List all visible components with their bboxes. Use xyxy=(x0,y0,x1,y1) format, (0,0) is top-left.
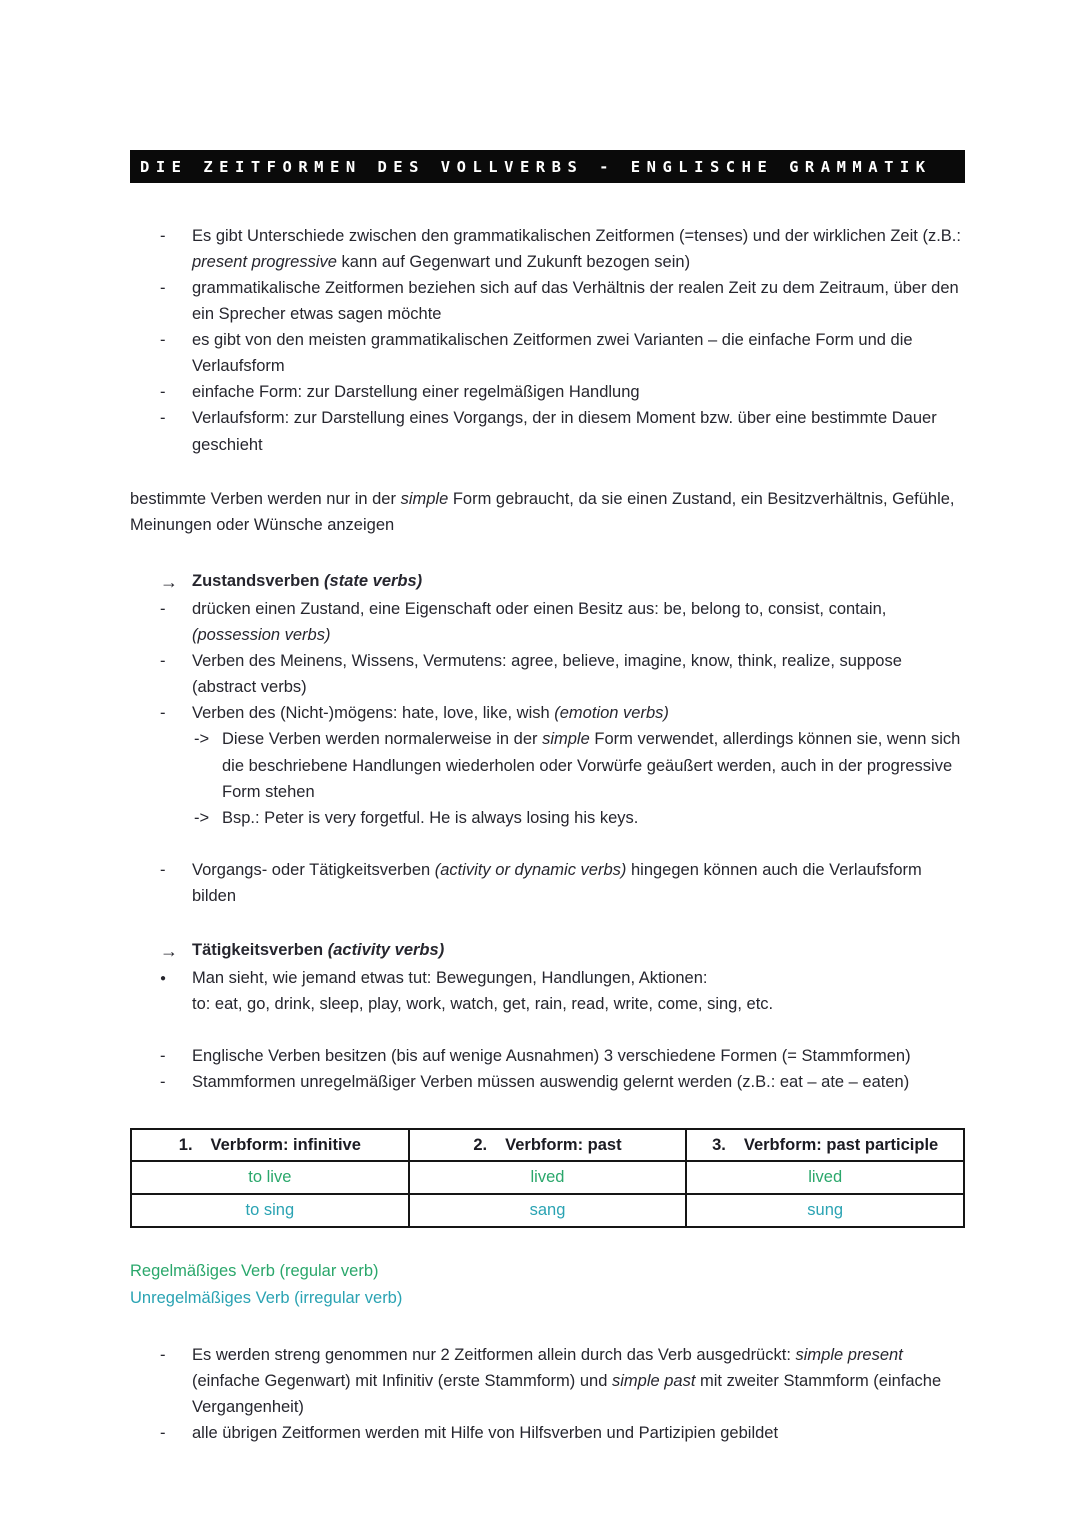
dash-marker: - xyxy=(160,331,166,350)
table-cell: sung xyxy=(686,1194,964,1227)
dash-marker: - xyxy=(160,383,166,402)
list-item-text: Stammformen unregelmäßiger Verben müssen auswendig gelernt werden (z.B.: eat – ate – eaten) xyxy=(192,1073,910,1092)
color-legend xyxy=(130,1258,965,1312)
list-item xyxy=(130,223,965,275)
dash-marker: - xyxy=(160,279,166,298)
list-item-text: einfache Form: zur Darstellung einer regelmäßigen Handlung xyxy=(192,383,640,402)
column-label: Verbform: infinitive xyxy=(210,1135,361,1154)
state-verbs-section xyxy=(130,568,965,909)
sub-list-item-text: Diese Verben werden normalerweise in der simple Form verwendet, allerdings können sie, wenn sich die beschriebene Handlungen wiederholen oder Vorwürfe geäußert werden, auch in der progressive Form stehen xyxy=(222,730,961,801)
bullet-item xyxy=(130,965,965,1017)
column-number: 2. xyxy=(473,1135,488,1154)
dash-marker: - xyxy=(160,704,166,723)
table-header-row xyxy=(131,1129,964,1162)
table-cell: to live xyxy=(131,1161,409,1194)
list-item-text: Verlaufsform: zur Darstellung eines Vorgangs, der in diesem Moment bzw. über eine bestimmte Dauer geschieht xyxy=(192,409,937,454)
list-item-text: grammatikalische Zeitformen beziehen sich auf das Verhältnis der realen Zeit zu dem Zeitraum, über den ein Sprecher etwas sagen möchte xyxy=(192,279,959,324)
dash-marker: - xyxy=(160,652,166,671)
list-item-text: Verben des (Nicht-)mögens: hate, love, like, wish (emotion verbs) xyxy=(192,704,669,723)
column-number: 3. xyxy=(712,1135,726,1154)
activity-verbs-section xyxy=(130,937,965,1096)
dash-marker: - xyxy=(160,1424,166,1443)
legend-irregular-verb: Unregelmäßiges Verb (irregular verb) xyxy=(130,1288,403,1307)
arrow-icon: → xyxy=(160,571,178,592)
column-number: 1. xyxy=(178,1135,193,1154)
dash-marker: - xyxy=(160,227,166,245)
list-item-text: Es gibt Unterschiede zwischen den grammatikalischen Zeitformen (=tenses) und der wirklichen Zeit (z.B.: present progressive kann auf Gegenwart und Zukunft bezogen sein) xyxy=(192,227,961,272)
dash-marker: - xyxy=(160,600,166,619)
table-header-past-participle xyxy=(686,1129,964,1162)
section-heading-text: Zustandsverben (state verbs) xyxy=(192,571,423,590)
page-title: DIE ZEITFORMEN DES VOLLVERBS - ENGLISCHE GRAMMATIK xyxy=(130,150,965,183)
list-item xyxy=(130,700,965,726)
list-item xyxy=(130,648,965,700)
table-row-regular-verb xyxy=(131,1161,964,1194)
list-item xyxy=(130,405,965,457)
dash-marker: - xyxy=(160,1346,166,1365)
arrow-icon: → xyxy=(160,940,178,961)
table-cell: to sing xyxy=(131,1194,409,1227)
list-item xyxy=(130,379,965,405)
table-header-infinitive xyxy=(131,1129,409,1162)
legend-regular-verb: Regelmäßiges Verb (regular verb) xyxy=(130,1261,379,1280)
list-item xyxy=(130,327,965,379)
note-paragraph: bestimmte Verben werden nur in der simple Form gebraucht, da sie einen Zustand, ein Besitzverhältnis, Gefühle, Meinungen oder Wünsche anzeigen xyxy=(130,489,955,534)
sub-list-item xyxy=(130,805,965,831)
closing-list xyxy=(130,1342,965,1446)
bullet-marker: ● xyxy=(160,973,167,985)
bullet-item-text: Man sieht, wie jemand etwas tut: Bewegungen, Handlungen, Aktionen: to: eat, go, drink, sleep, play, work, watch, get, rain, read, write, come, sing, etc. xyxy=(192,969,774,1014)
list-item xyxy=(130,857,965,909)
list-item-text: es gibt von den meisten grammatikalischen Zeitformen zwei Varianten – die einfache Form und die Verlaufsform xyxy=(192,331,913,376)
section-heading-state-verbs xyxy=(130,568,965,596)
table-row-irregular-verb xyxy=(131,1194,964,1227)
table-cell: lived xyxy=(409,1161,687,1194)
dash-marker: - xyxy=(160,860,166,879)
table-cell: lived xyxy=(686,1161,964,1194)
arrow-dash-marker: -> xyxy=(194,808,210,827)
table-cell: sang xyxy=(409,1194,687,1227)
section-heading-activity-verbs xyxy=(130,937,965,965)
list-item xyxy=(130,1069,965,1095)
table-header-past xyxy=(409,1129,687,1162)
dash-marker: - xyxy=(160,1073,166,1092)
list-item xyxy=(130,1342,965,1420)
list-item xyxy=(130,1043,965,1069)
list-item xyxy=(130,1420,965,1446)
list-item xyxy=(130,275,965,327)
list-item-text: Vorgangs- oder Tätigkeitsverben (activity or dynamic verbs) hingegen können auch die Verlaufsform bilden xyxy=(192,860,922,905)
list-item xyxy=(130,596,965,648)
dash-marker: - xyxy=(160,409,166,428)
intro-list xyxy=(130,223,965,458)
list-item-text: Es werden streng genommen nur 2 Zeitformen allein durch das Verb ausgedrückt: simple present (einfache Gegenwart) mit Infinitiv (erste Stammform) und simple past mit zweiter Stammform (einfache Vergangenheit) xyxy=(192,1346,942,1417)
list-item-text: Englische Verben besitzen (bis auf wenige Ausnahmen) 3 verschiedene Formen (= Stammformen) xyxy=(192,1047,911,1066)
list-item-text: drücken einen Zustand, eine Eigenschaft oder einen Besitz aus: be, belong to, consist, contain, (possession verbs) xyxy=(192,600,887,645)
dash-marker: - xyxy=(160,1047,166,1066)
column-label: Verbform: past xyxy=(505,1135,622,1154)
column-label: Verbform: past participle xyxy=(743,1135,939,1154)
verb-forms-table xyxy=(130,1128,965,1228)
sub-list-item-text: Bsp.: Peter is very forgetful. He is always losing his keys. xyxy=(222,808,639,827)
sub-list-item xyxy=(130,726,965,804)
section-heading-text: Tätigkeitsverben (activity verbs) xyxy=(192,940,445,959)
list-item-text: alle übrigen Zeitformen werden mit Hilfe von Hilfsverben und Partizipien gebildet xyxy=(192,1424,779,1443)
arrow-dash-marker: -> xyxy=(194,730,210,749)
list-item-text: Verben des Meinens, Wissens, Vermutens: agree, believe, imagine, know, think, realize, suppose (abstract verbs) xyxy=(192,652,902,697)
